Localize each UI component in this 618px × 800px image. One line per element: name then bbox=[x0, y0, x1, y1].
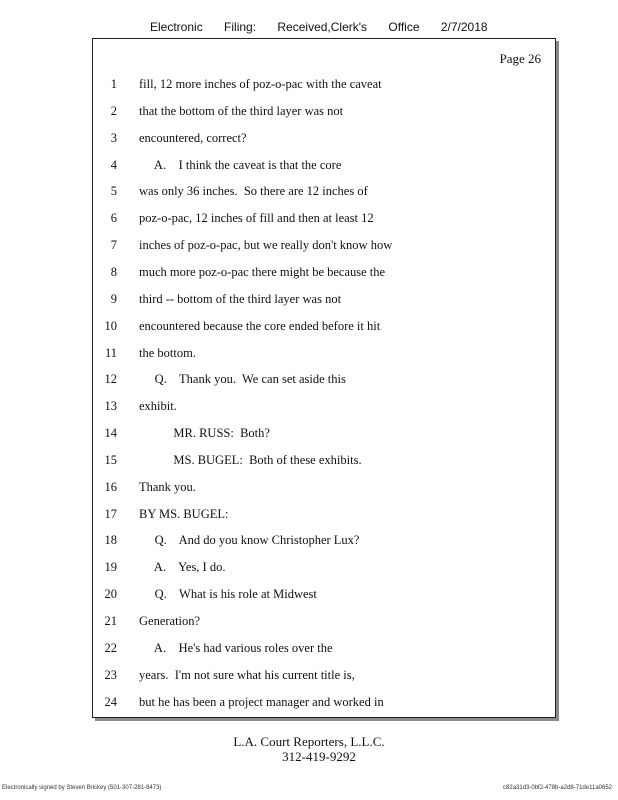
line-number: 1 bbox=[110, 77, 117, 91]
signature-left: Electronically signed by Steven Brickey (501-307-281-8473) bbox=[2, 785, 162, 791]
transcript-line bbox=[93, 292, 553, 312]
line-number: 12 bbox=[104, 372, 117, 387]
transcript-line bbox=[93, 426, 553, 446]
line-text: but he has been a project manager and worked in bbox=[139, 694, 384, 709]
line-number: 3 bbox=[110, 130, 117, 145]
line-text: A. Yes, I do. bbox=[139, 560, 226, 575]
line-text: the bottom. bbox=[139, 345, 196, 360]
transcript-line bbox=[93, 346, 553, 366]
line-number: 20 bbox=[104, 587, 117, 602]
transcript-line bbox=[93, 319, 553, 339]
line-text: Q. Thank you. We can set aside this bbox=[139, 372, 346, 387]
signature-right: c82a31d3-0bf2-478b-a2d8-71de11a0652 bbox=[503, 785, 612, 791]
header-electronic: Electronic bbox=[150, 20, 203, 34]
line-number: 4 bbox=[110, 157, 117, 172]
transcript-line bbox=[93, 131, 553, 151]
header-office: Office bbox=[388, 20, 420, 34]
line-text: MR. RUSS: Both? bbox=[139, 426, 270, 441]
line-text: Generation? bbox=[139, 614, 201, 628]
header-received: Received,Clerk's bbox=[277, 20, 368, 34]
line-number: 13 bbox=[104, 399, 117, 414]
transcript-line bbox=[93, 238, 553, 258]
line-number: 14 bbox=[104, 426, 117, 441]
line-text: MS. BUGEL: Both of these exhibits. bbox=[139, 452, 362, 467]
line-number: 8 bbox=[110, 264, 117, 279]
line-number: 9 bbox=[110, 291, 117, 306]
line-number: 11 bbox=[104, 345, 117, 360]
line-text: encountered, correct? bbox=[139, 130, 247, 145]
header-date: 2/7/2018 bbox=[440, 20, 488, 34]
footer-phone: 312-419-9292 bbox=[282, 749, 356, 764]
line-text: Thank you. bbox=[139, 479, 196, 494]
line-text: third -- bottom of the third layer was not bbox=[139, 291, 342, 306]
filing-header bbox=[150, 20, 570, 34]
line-number: 2 bbox=[110, 103, 117, 118]
line-number: 15 bbox=[104, 452, 117, 467]
transcript-line bbox=[93, 587, 553, 607]
line-text: A. I think the caveat is that the core bbox=[139, 157, 342, 172]
line-number: 10 bbox=[104, 318, 117, 333]
transcript-line bbox=[93, 668, 553, 688]
transcript-line bbox=[93, 641, 553, 661]
transcript-line bbox=[93, 184, 553, 204]
line-number: 7 bbox=[110, 238, 117, 253]
transcript-line bbox=[93, 399, 553, 419]
line-number: 5 bbox=[110, 184, 117, 199]
transcript-page bbox=[92, 38, 556, 718]
line-text: poz-o-pac, 12 inches of fill and then at least 12 bbox=[139, 211, 374, 226]
line-text: that the bottom of the third layer was not bbox=[139, 103, 344, 118]
transcript-line bbox=[93, 533, 553, 553]
line-text: A. He's had various roles over the bbox=[139, 640, 333, 655]
line-text: years. I'm not sure what his current title is, bbox=[139, 667, 355, 682]
line-text: BY MS. BUGEL: bbox=[139, 506, 229, 521]
line-number: 18 bbox=[104, 533, 117, 548]
page-number: Page 26 bbox=[499, 51, 541, 66]
line-number: 17 bbox=[104, 506, 117, 521]
transcript-line bbox=[93, 560, 553, 580]
line-number: 22 bbox=[104, 640, 117, 655]
transcript-line bbox=[93, 507, 553, 527]
line-number: 16 bbox=[104, 479, 117, 494]
line-text: fill, 12 more inches of poz-o-pac with the caveat bbox=[139, 77, 382, 91]
header-filing: Filing: bbox=[224, 20, 257, 34]
transcript-line bbox=[93, 104, 553, 124]
transcript-line bbox=[93, 695, 553, 715]
transcript-line bbox=[93, 372, 553, 392]
line-number: 19 bbox=[104, 560, 117, 575]
line-text: exhibit. bbox=[139, 399, 177, 414]
transcript-line bbox=[93, 265, 553, 285]
line-text: was only 36 inches. So there are 12 inches of bbox=[139, 184, 368, 199]
transcript-line bbox=[93, 480, 553, 500]
line-text: inches of poz-o-pac, but we really don't know how bbox=[139, 238, 393, 253]
line-text: Q. And do you know Christopher Lux? bbox=[139, 533, 360, 548]
line-text: encountered because the core ended before it hit bbox=[139, 318, 381, 333]
transcript-line bbox=[93, 211, 553, 231]
footer-company: L.A. Court Reporters, L.L.C. bbox=[233, 734, 385, 749]
line-number: 23 bbox=[104, 667, 117, 682]
transcript-line bbox=[93, 158, 553, 178]
line-number: 24 bbox=[104, 694, 117, 709]
line-text: Q. What is his role at Midwest bbox=[139, 587, 317, 602]
transcript-line bbox=[93, 77, 553, 97]
transcript-line bbox=[93, 614, 553, 634]
line-number: 6 bbox=[110, 211, 117, 226]
line-number: 21 bbox=[104, 614, 117, 628]
line-text: much more poz-o-pac there might be because the bbox=[139, 264, 386, 279]
transcript-line bbox=[93, 453, 553, 473]
